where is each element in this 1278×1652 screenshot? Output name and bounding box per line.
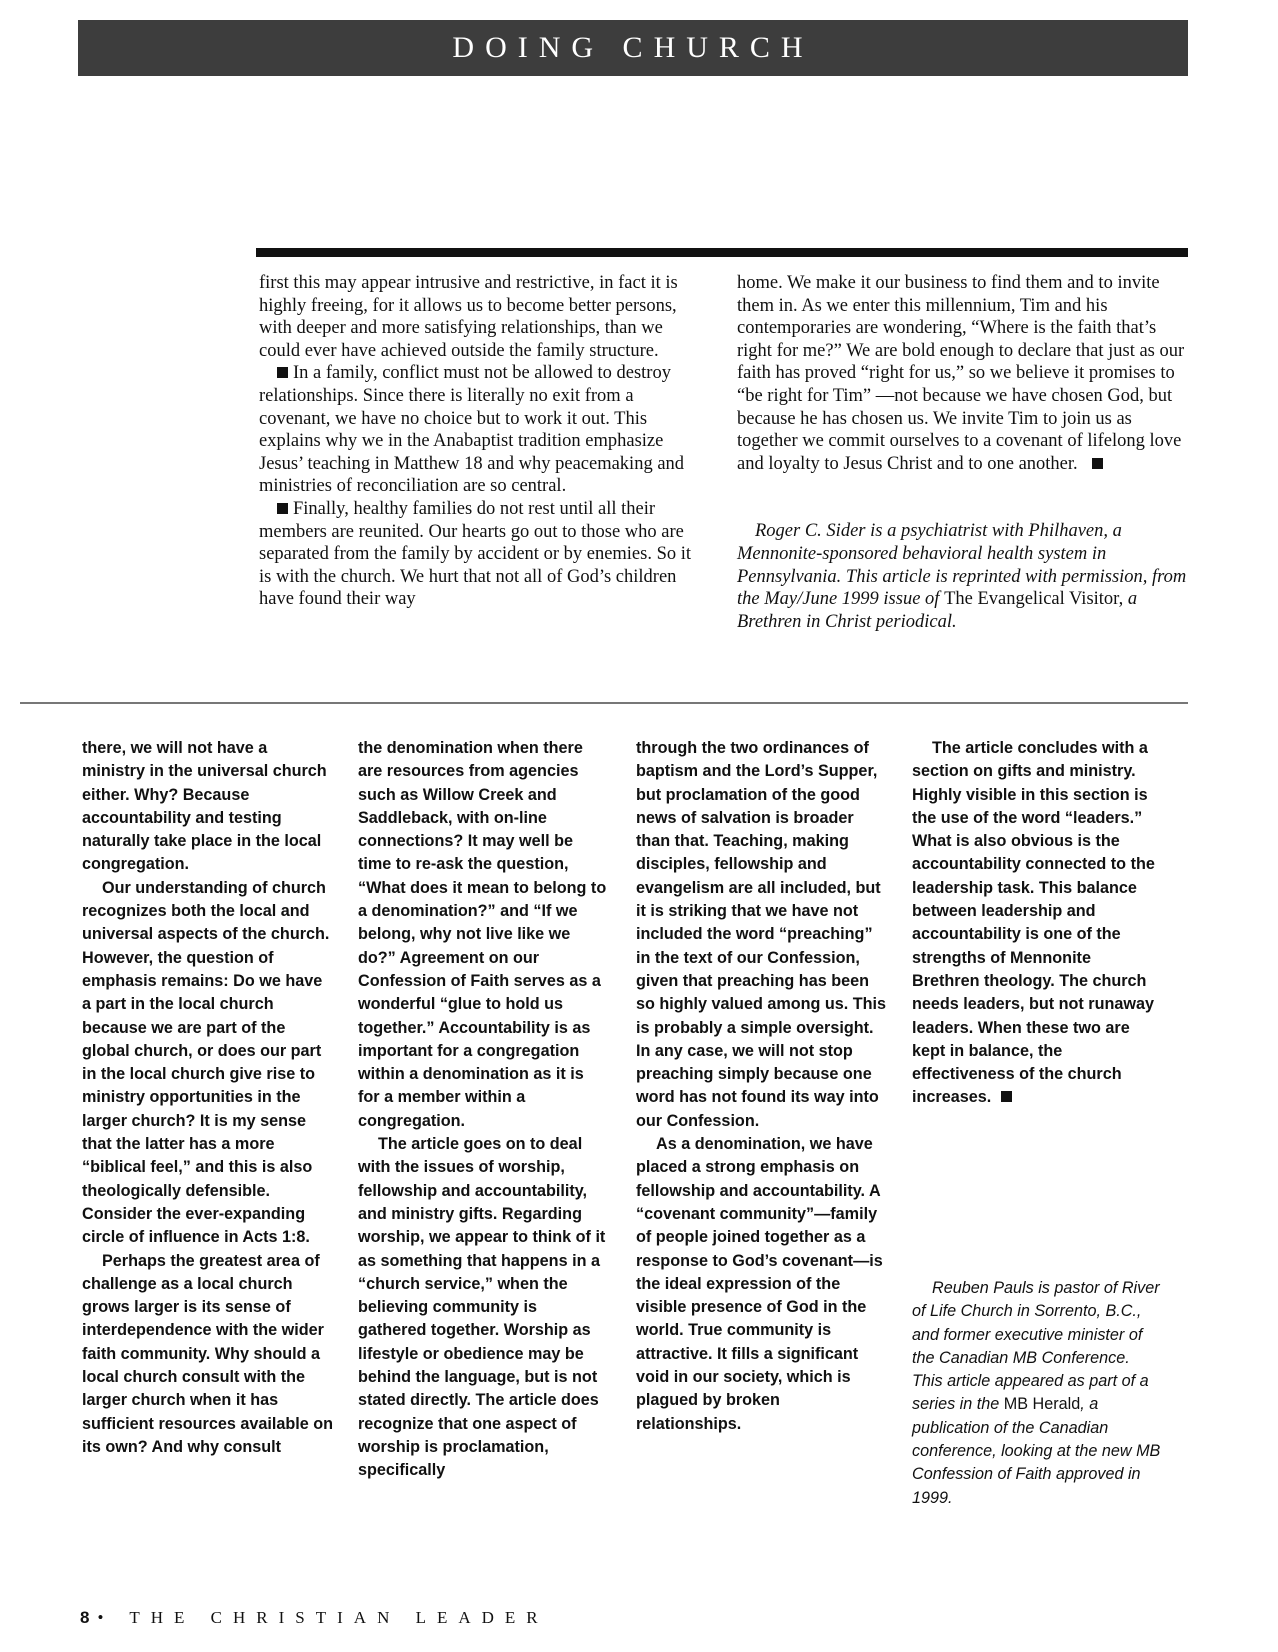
upper-column-1 (259, 272, 696, 611)
bio-text: a Brethren in Christ periodical. (737, 589, 1138, 632)
paragraph: As a denomination, we have placed a strong emphasis on fellowship and accountability. A “covenant community”—family of people joined together as a response to God’s covenant—is the ideal expression of the visible presence of God in the world. True community is attractive. It fills a significant void in our society, which is plagued by broken relationships. (636, 1135, 883, 1433)
bio-text: , a publication of the Canadian conference, looking at the new MB Confession of Faith approved in 1999. (912, 1395, 1161, 1507)
footer-separator: • (97, 1608, 115, 1627)
paragraph: there, we will not have a ministry in the universal church either. Why? Because accountability and testing naturally take place in the local congregation. (82, 739, 327, 874)
lower-column-3 (636, 737, 888, 1436)
heavy-divider (256, 248, 1188, 257)
author-bio (737, 520, 1190, 633)
publication-name: The Evangelical Visitor, (944, 589, 1124, 610)
paragraph-text: The article concludes with a section on gifts and ministry. Highly visible in this section is the use of the word “leaders.” What is also obvious is the accountability connected to the leadership task. This balance between leadership and accountability is one of the strengths of Mennonite Brethren theology. The church needs leaders, but not runaway leaders. When these two are kept in balance, the effectiveness of the church increases. (912, 739, 1155, 1107)
paragraph (259, 498, 696, 611)
end-mark-icon (1092, 458, 1103, 469)
bio-paragraph (912, 1277, 1164, 1510)
paragraph: Perhaps the greatest area of challenge as a local church grows larger is its sense of interdependence with the wider faith community. Why should a local church consult with the larger church when it has sufficient resources available on its own? And why consult (82, 1251, 334, 1456)
upper-column-2 (737, 272, 1190, 633)
paragraph-text: home. We make it our business to find them and to invite them in. As we enter this millennium, Tim and his contemporaries are wondering, “Where is the faith that’s right for me?” We are bold enough to declare that just as our faith has proved “right for us,” so we believe it promises to “be right for Tim” —not because we have chosen God, but because he has chosen us. We invite Tim to join us as together we commit ourselves to a covenant of lifelong love and loyalty to Jesus Christ and to one another. (737, 273, 1185, 474)
paragraph: the denomination when there are resources from agencies such as Willow Creek and Saddleback, with on-line connections? It may well be time to re-ask the question, “What does it mean to belong to a denomination?” and “If we belong, why not live like we do?” Agreement on our Confession of Faith serves as a wonderful “glue to hold us together.” Accountability is as important for a congregation within a denomination as it is for a member within a congregation. (358, 739, 607, 1130)
paragraph-text: Finally, healthy families do not rest until all their members are reunited. Our hearts go out to those who are separated from the family by accident or by enemies. So it is with the church. We hurt that not all of God’s children have found their way (259, 498, 692, 610)
section-title: DOING CHURCH (452, 31, 814, 64)
thin-divider (20, 702, 1188, 704)
square-bullet-icon (277, 367, 288, 378)
section-header-banner (78, 20, 1188, 76)
paragraph-text: In a family, conflict must not be allowed to destroy relationships. Since there is literally no exit from a covenant, we have no choice but to work it out. This explains why we in the Anabaptist tradition emphasize Jesus’ teaching in Matthew 18 and why peacemaking and ministries of reconciliation are so central. (259, 363, 685, 497)
page-number: 8 (80, 1608, 90, 1627)
paragraph: through the two ordinances of baptism and the Lord’s Supper, but proclamation of the good news of salvation is broader than that. Teaching, making disciples, fellowship and evangelism are all included, but it is striking that we have not included the word “preaching” in the text of our Confession, given that preaching has been so highly valued among us. This is probably a simple oversight. In any case, we will not stop preaching simply because one word has not found its way into our Confession. (636, 739, 887, 1130)
paragraph: The article goes on to deal with the issues of worship, fellowship and accountability, and ministry gifts. Regarding worship, we appear to think of it as something that happens in a “church service,” when the believing community is gathered together. Worship as lifestyle or obedience may be behind the language, but is not stated directly. The article does recognize that one aspect of worship is proclamation, specifically (358, 1135, 606, 1480)
author-bio-lower (912, 1277, 1164, 1510)
paragraph: first this may appear intrusive and restrictive, in fact it is highly freeing, for it allows us to become better persons, with deeper and more satisfying relationships, than we could ever have achieved outside the family structure. (259, 273, 678, 361)
paragraph (259, 362, 696, 498)
paragraph (912, 737, 1162, 1110)
lower-column-2 (358, 737, 608, 1483)
square-bullet-icon (277, 503, 288, 514)
lower-column-1 (82, 737, 334, 1459)
end-mark-icon (1001, 1091, 1012, 1102)
publication-title: THE CHRISTIAN LEADER (129, 1608, 549, 1627)
bio-text: Reuben Pauls is pastor of River of Life Church in Sorrento, B.C., and former executive minister of the Canadian MB Conference. This article appeared as part of a series in the (912, 1279, 1160, 1414)
paragraph: Our understanding of church recognizes both the local and universal aspects of the church. However, the question of emphasis remains: Do we have a part in the local church because we are part of the global church, or does our part in the local church give rise to ministry opportunities in the larger church? It is my sense that the latter has a more “biblical feel,” and this is also theologically defensible. Consider the ever-expanding circle of influence in Acts 1:8. (82, 878, 330, 1247)
publication-name: MB Herald (1003, 1395, 1081, 1414)
lower-column-4 (912, 737, 1162, 1110)
bio-text: Roger C. Sider is a psychiatrist with Philhaven, a Mennonite-sponsored behavioral health system in Pennsylvania. This article is reprinted with permission, from the May/June 1999 issue of (737, 521, 1187, 610)
page-footer (80, 1608, 549, 1628)
paragraph (737, 272, 1190, 475)
